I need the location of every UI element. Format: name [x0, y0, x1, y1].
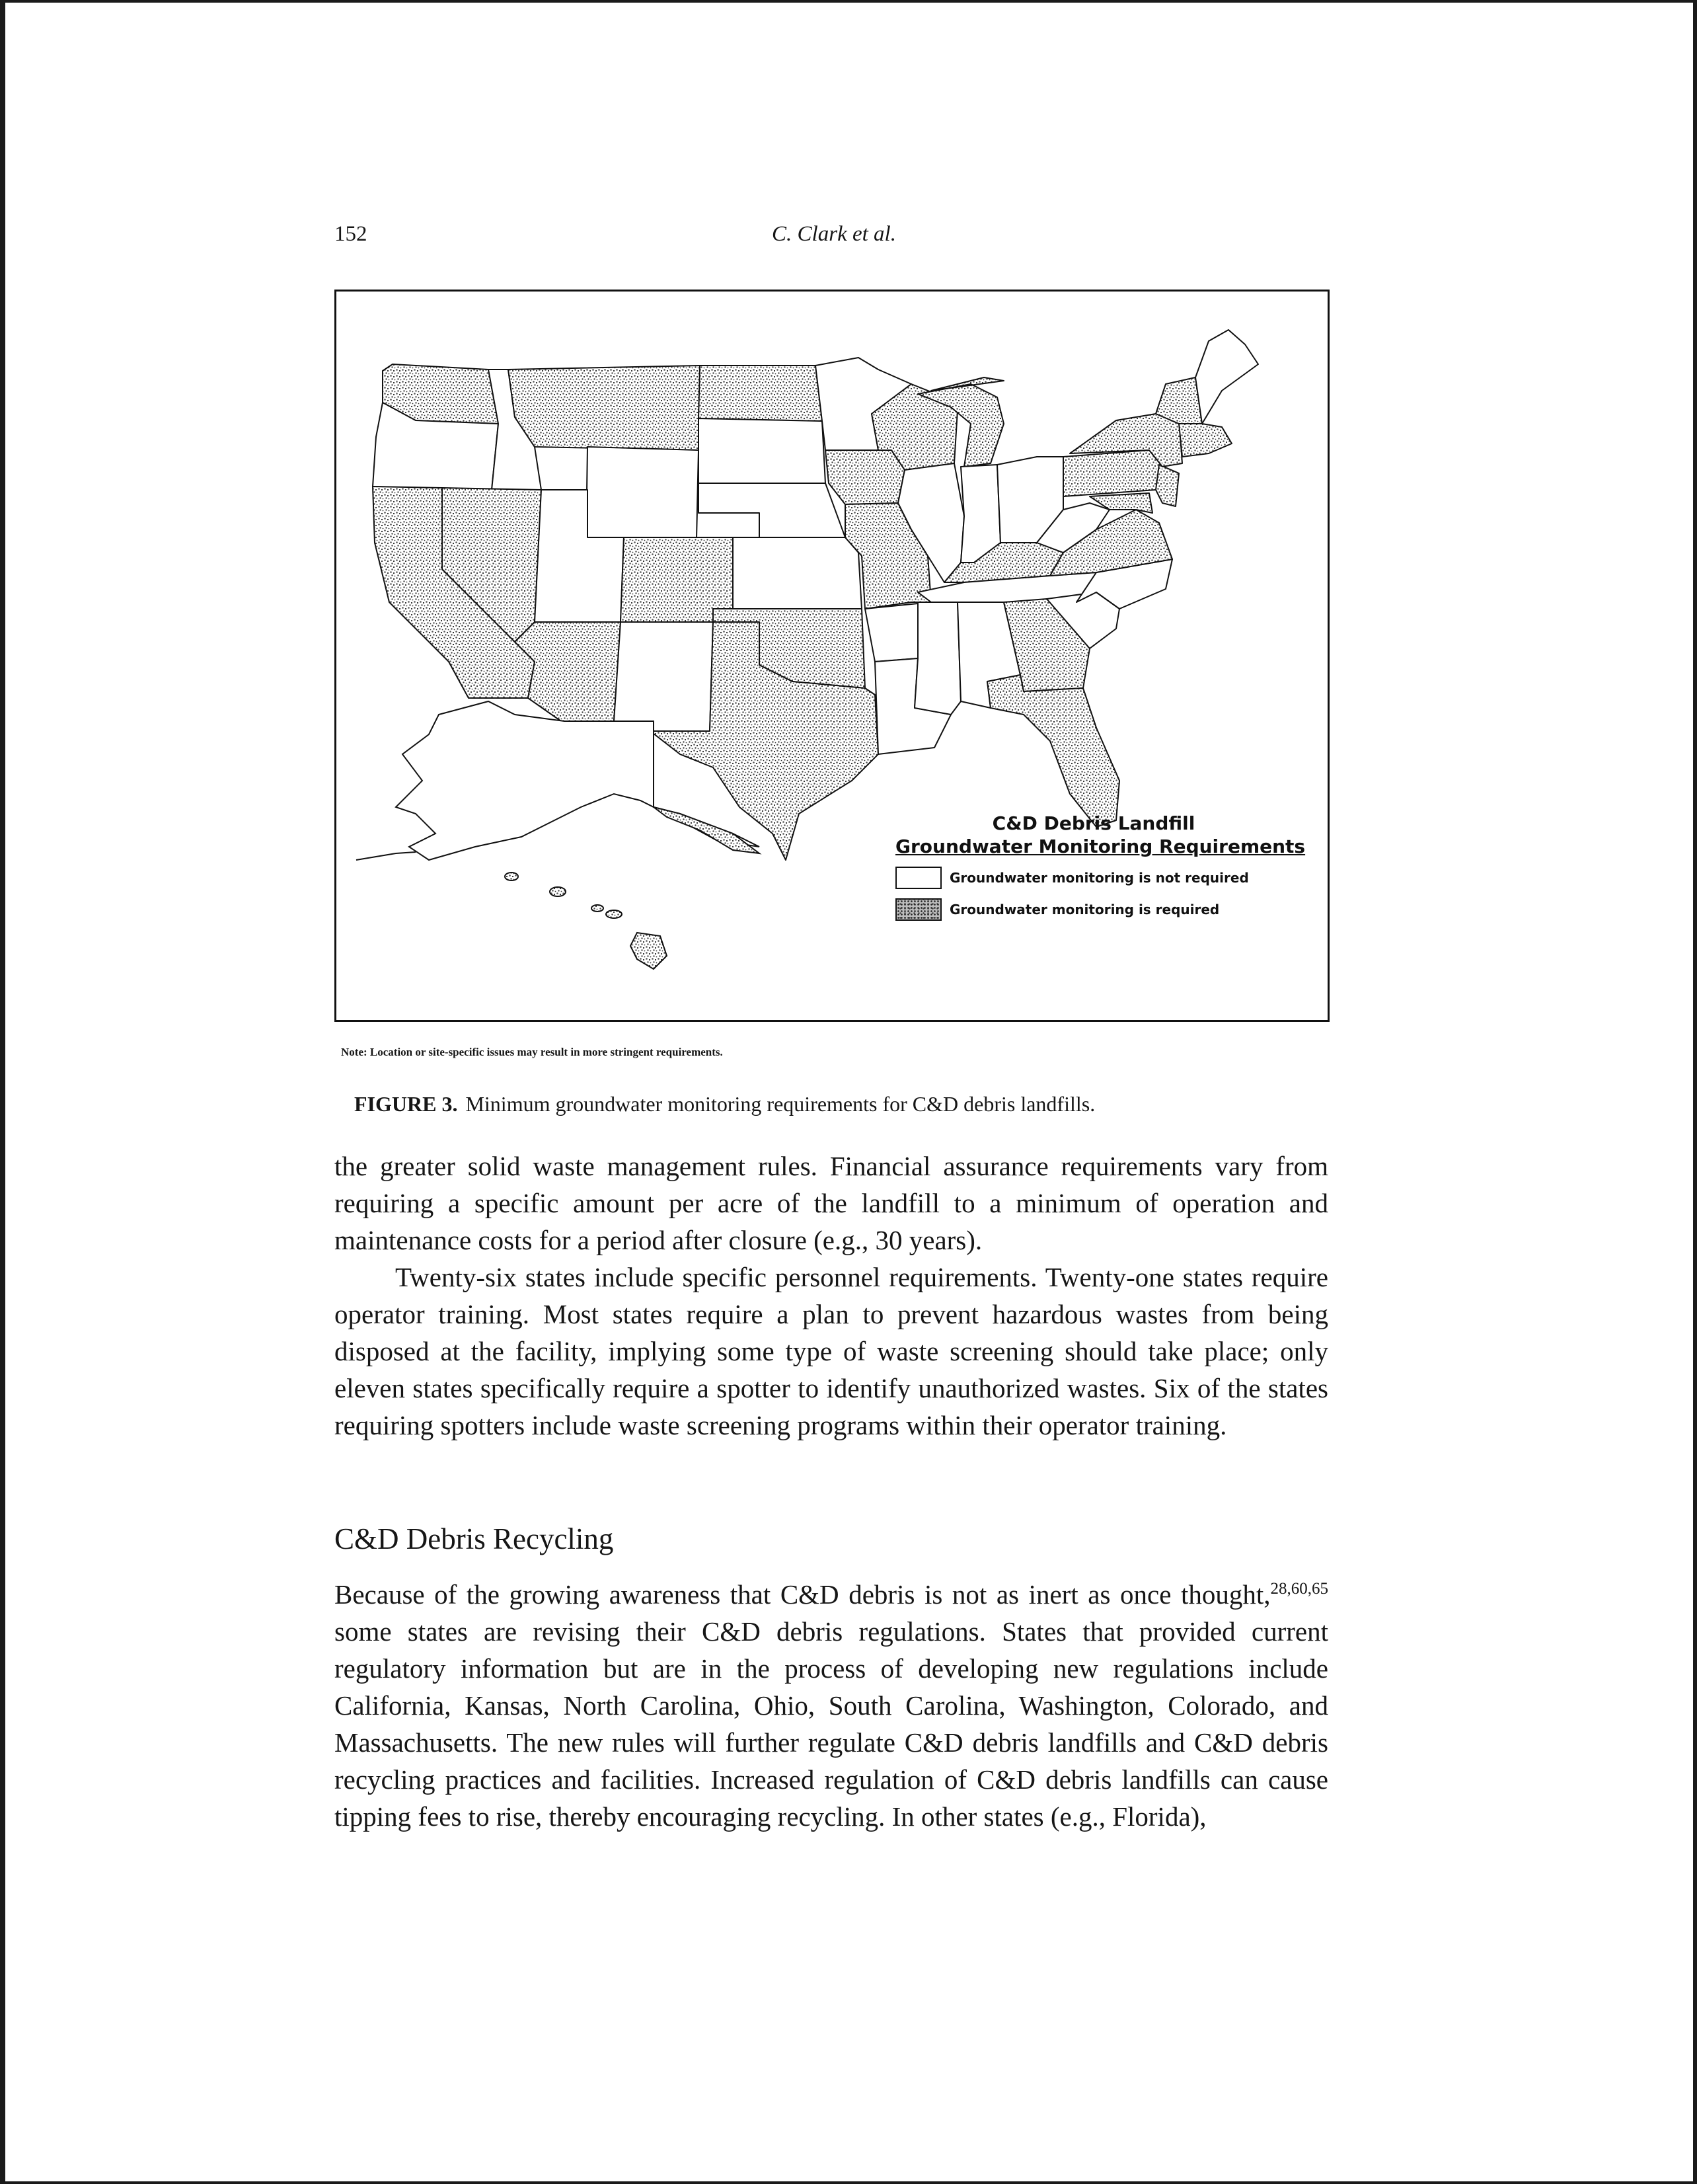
figure-3-frame: [334, 290, 1330, 1022]
state-maine: [1195, 330, 1258, 424]
figure-label: FIGURE 3.: [354, 1092, 458, 1116]
paragraph-3: [334, 1576, 1328, 1835]
legend-item-not-required: [895, 867, 1318, 889]
hawaii: [505, 873, 667, 969]
legend-label: Groundwater monitoring is not required: [950, 870, 1249, 886]
figure-note: Note: Location or site-specific issues may result in more stringent requirements.: [341, 1046, 723, 1058]
state-nebraska: [698, 483, 845, 537]
paragraph-1: the greater solid waste management rules. Financial assurance requirements vary from requiring a specific amount per acre of the landfill to a minimum of operation and maintenance costs for a period after closure (e.g., 30 years).: [334, 1151, 1328, 1255]
state-mississippi: [915, 602, 961, 715]
legend-swatch-blank: [895, 867, 942, 889]
running-head-authors: C. Clark et al.: [772, 222, 896, 246]
state-montana: [508, 366, 700, 450]
state-new-mexico: [614, 622, 713, 731]
section-heading: C&D Debris Recycling: [334, 1522, 614, 1555]
map-legend: [895, 812, 1318, 921]
legend-swatch-stippled: [895, 898, 942, 921]
state-pennsylvania: [1063, 450, 1162, 496]
legend-item-required: [895, 898, 1318, 921]
state-wyoming: [586, 447, 698, 539]
state-kansas: [733, 537, 862, 609]
paragraph-3-rest: some states are revising their C&D debris regulations. States that provided current regulatory information but are in the process of developing new regulations include California, Kansas, North Carolina, Ohio, South Carolina, Washington, Colorado, and Massachusetts. The new rules will further regulate C&D debris landfills and C&D debris recycling practices and facilities. Increased regulation of C&D debris landfills can cause tipping fees to rise, thereby encouraging recycling. In other states (e.g., Florida),: [334, 1616, 1328, 1832]
paragraph-3-start: Because of the growing awareness that C&D debris is not as inert as once thought,: [334, 1579, 1271, 1610]
paragraph-2: Twenty-six states include specific personnel requirements. Twenty-one states require operator training. Most states require a plan to prevent hazardous wastes from being disposed at the facility, implying some type of waste screening should take place; only eleven states specifically require a spotter to identify unauthorized wastes. Six of the states requiring spotters include waste screening programs within their operator training.: [334, 1262, 1328, 1440]
state-south-dakota: [698, 418, 825, 483]
figure-caption-text: Minimum groundwater monitoring requirements for C&D debris landfills.: [465, 1092, 1096, 1116]
legend-subtitle: Groundwater Monitoring Requirements: [895, 836, 1306, 857]
state-new-jersey: [1156, 465, 1179, 506]
state-florida: [987, 675, 1119, 827]
figure-caption: [354, 1092, 1345, 1116]
legend-title: C&D Debris Landfill: [992, 812, 1195, 834]
running-head: [334, 222, 1334, 255]
state-iowa: [825, 450, 905, 504]
state-north-dakota: [698, 366, 822, 421]
state-massachusetts-ct-ri: [1179, 424, 1232, 457]
page-number: 152: [334, 222, 367, 246]
state-vermont-nh: [1156, 377, 1202, 424]
legend-label: Groundwater monitoring is required: [950, 902, 1220, 917]
citation-refs: 28,60,65: [1270, 1580, 1328, 1598]
